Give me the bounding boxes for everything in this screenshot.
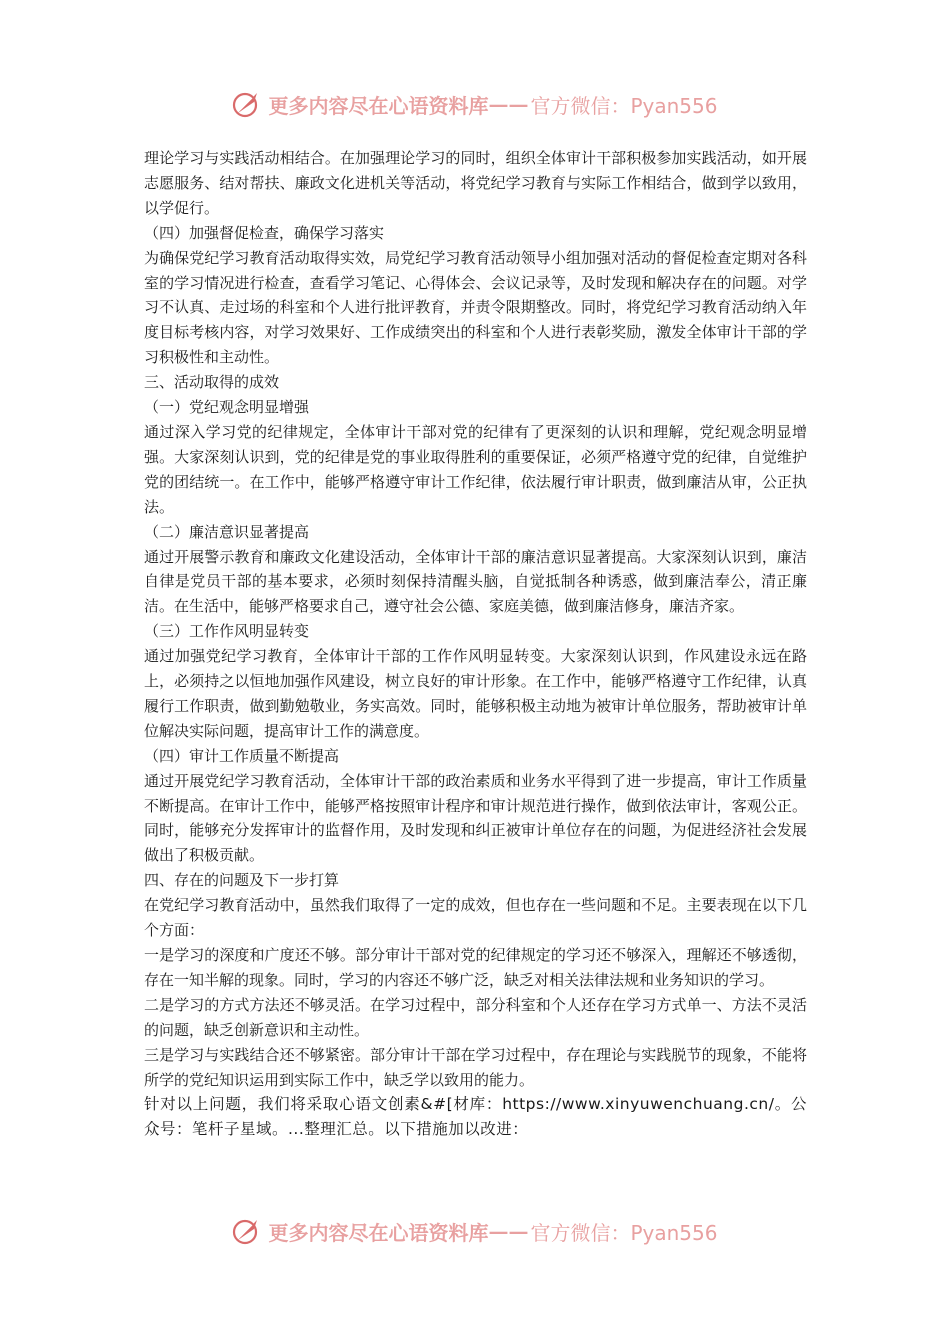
quill-logo-icon	[232, 89, 262, 119]
section-subheading: （一）党纪观念明显增强	[144, 398, 310, 417]
section-subheading: （四）审计工作质量不断提高	[144, 746, 340, 765]
paragraph: 理论学习与实践活动相结合。在加强理论学习的同时，组织全体审计干部积极参加实践活动，如开展志愿服务、结对帮扶、廉政文化进机关等活动，将党纪学习教育与实际工作相结合，做到学以致用，以学促行。	[144, 149, 807, 217]
final-paragraph: 针对以上问题，我们将采取心语文创素&#[材库：https://www.xinyuwenchuang.cn/。公众号：笔杆子星域。...整理汇总。以下措施加以改进：	[144, 1095, 807, 1139]
quill-logo-icon	[232, 1216, 262, 1246]
section-heading: 三、活动取得的成效	[144, 373, 280, 392]
watermark-brand-text: 更多内容尽在心语资料库	[268, 93, 489, 118]
watermark-dash: ——	[488, 1219, 529, 1243]
paragraph: 通过开展警示教育和廉政文化建设活动，全体审计干部的廉洁意识显著提高。大家深刻认识到，廉洁自律是党员干部的基本要求，必须时刻保持清醒头脑，自觉抵制各种诱惑，做到廉洁奉公，清正廉洁。在生活中，能够严格要求自己，遵守社会公德、家庭美德，做到廉洁修身，廉洁齐家。	[144, 547, 807, 616]
section-subheading: （四）加强督促检查，确保学习落实	[144, 223, 385, 242]
watermark-brand-text: 更多内容尽在心语资料库	[268, 1220, 489, 1245]
footer-watermark-banner	[0, 1211, 950, 1251]
section-heading: 四、存在的问题及下一步打算	[144, 871, 340, 890]
paragraph: 通过深入学习党的纪律规定，全体审计干部对党的纪律有了更深刻的认识和理解，党纪观念明显增强。大家深刻认识到，党的纪律是党的事业取得胜利的重要保证，必须严格遵守党的纪律，自觉维护党的团结统一。在工作中，能够严格遵守审计工作纪律，依法履行审计职责，做到廉洁从审，公正执法。	[144, 422, 807, 516]
paragraph: 一是学习的深度和广度还不够。部分审计干部对党的纪律规定的学习还不够深入，理解还不够透彻，存在一知半解的现象。同时，学习的内容还不够广泛，缺乏对相关法律法规和业务知识的学习。	[144, 946, 807, 989]
paragraph: 为确保党纪学习教育活动取得实效，局党纪学习教育活动领导小组加强对活动的督促检查定期对各科室的学习情况进行检查，查看学习笔记、心得体会、会议记录等，及时发现和解决存在的问题。对学习不认真、走过场的科室和个人进行批评教育，并责令限期整改。同时，将党纪学习教育活动纳入年度目标考核内容，对学习效果好、工作成绩突出的科室和个人进行表彰奖励，激发全体审计干部的学习积极性和主动性。	[144, 248, 807, 367]
document-body	[144, 146, 807, 1142]
paragraph: 二是学习的方式方法还不够灵活。在学习过程中，部分科室和个人还存在学习方式单一、方法不灵活的问题，缺乏创新意识和主动性。	[144, 995, 807, 1039]
paragraph: 三是学习与实践结合还不够紧密。部分审计干部在学习过程中，存在理论与实践脱节的现象，不能将所学的党纪知识运用到实际工作中，缺乏学以致用的能力。	[144, 1045, 807, 1089]
watermark-wechat-text: 官方微信：Pyan556	[530, 93, 718, 118]
watermark-dash: ——	[488, 92, 529, 116]
paragraph: 通过开展党纪学习教育活动，全体审计干部的政治素质和业务水平得到了进一步提高，审计工作质量不断提高。在审计工作中，能够严格按照审计程序和审计规范进行操作，做到依法审计，客观公正。同时，能够充分发挥审计的监督作用，及时发现和纠正被审计单位存在的问题，为促进经济社会发展做出了积极贡献。	[144, 771, 807, 865]
header-watermark-banner	[0, 84, 950, 124]
section-subheading: （二）廉洁意识显著提高	[144, 522, 310, 541]
section-subheading: （三）工作作风明显转变	[144, 622, 310, 641]
paragraph: 通过加强党纪学习教育，全体审计干部的工作作风明显转变。大家深刻认识到，作风建设永远在路上，必须持之以恒地加强作风建设，树立良好的审计形象。在工作中，能够严格遵守工作纪律，认真履行工作职责，做到勤勉敬业，务实高效。同时，能够积极主动地为被审计单位服务，帮助被审计单位解决实际问题，提高审计工作的满意度。	[144, 647, 807, 740]
paragraph: 在党纪学习教育活动中，虽然我们取得了一定的成效，但也存在一些问题和不足。主要表现在以下几个方面：	[144, 896, 807, 940]
watermark-wechat-text: 官方微信：Pyan556	[530, 1220, 718, 1245]
